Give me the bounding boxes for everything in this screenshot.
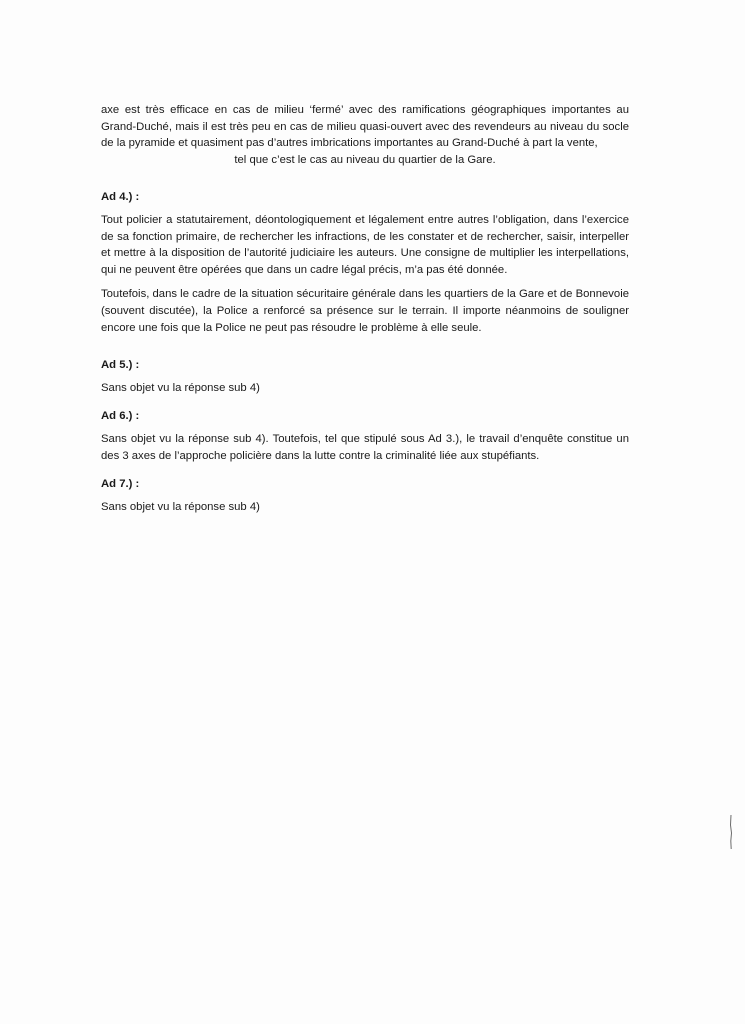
ad4-paragraph-2: Toutefois, dans le cadre de la situation sécuritaire générale dans les quartiers de la Gare et de Bonnevoie (souvent discutée), la Police a renforcé sa présence sur le terrain. Il importe néanmoins de souligner encore une fois que la Police ne peut pas résoudre le problème à elle seule.	[101, 288, 629, 334]
ad7-paragraph-1: Sans objet vu la réponse sub 4)	[101, 500, 260, 513]
ad6-paragraph-1: Sans objet vu la réponse sub 4). Toutefois, tel que stipulé sous Ad 3.), le travail d’enquête constitue un des 3 axes de l’approche policière dans la lutte contre la criminalité liée aux stupéfiants.	[101, 432, 629, 462]
intro-text: axe est très efficace en cas de milieu ‘fermé’ avec des ramifications géographiques importantes au Grand-Duché, mais il est très peu en cas de milieu quasi-ouvert avec des revendeurs au niveau du socle de la pyramide et quasiment pas d’autres imbrications importantes au Grand-Duché à part la vente,	[101, 104, 629, 150]
scan-edge-mark	[729, 815, 733, 849]
ad5-paragraph-1: Sans objet vu la réponse sub 4)	[101, 381, 260, 394]
section-heading-ad7: Ad 7.) :	[101, 478, 140, 491]
intro-paragraph	[101, 102, 629, 152]
document-body	[101, 102, 629, 515]
intro-last-line: tel que c’est le cas au niveau du quartier de la Gare.	[234, 153, 496, 166]
section-heading-ad6: Ad 6.) :	[101, 410, 140, 423]
section-heading-ad5: Ad 5.) :	[101, 359, 140, 372]
ad4-paragraph-1: Tout policier a statutairement, déontologiquement et légalement entre autres l’obligation, dans l’exercice de sa fonction primaire, de rechercher les infractions, de les constater et de rechercher, saisir, interpeller et mettre à la disposition de l’autorité judiciaire les auteurs. Une consigne de multiplier les interpellations, qui ne peuvent être opérées que dans un cadre légal précis, m’a pas été donnée.	[101, 213, 629, 276]
section-heading-ad4: Ad 4.) :	[101, 191, 140, 204]
